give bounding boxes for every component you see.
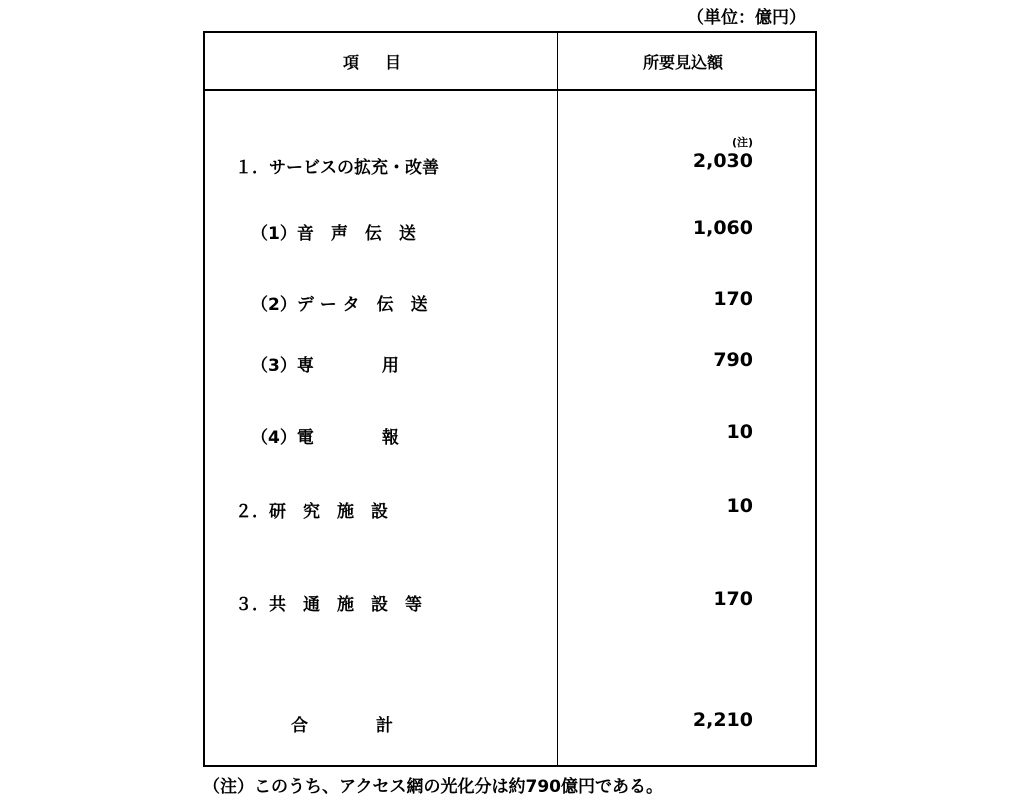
column-divider (557, 33, 558, 765)
row-amount-dedicated: 790 (713, 349, 753, 371)
row-label-telegram: （4）電 報 (251, 428, 399, 448)
header-item: 項目 (343, 53, 428, 72)
header-divider (205, 89, 815, 91)
header-amount: 所要見込額 (643, 53, 724, 72)
footnote: （注）このうち、アクセス網の光化分は約790億円である。 (203, 777, 663, 797)
row-amount-common: 170 (713, 588, 753, 610)
row-amount-research: 10 (726, 495, 753, 517)
row-label-voice: （1）音 声 伝 送 (251, 224, 416, 244)
row-label-data: （2）デ ー タ 伝 送 (251, 295, 428, 315)
budget-table (203, 31, 817, 767)
row-label-total: 合 計 (291, 716, 393, 736)
row-label-services: １．サービスの拡充・改善 (235, 158, 439, 178)
row-amount-total: 2,210 (692, 709, 753, 731)
row-label-dedicated: （3）専 用 (251, 356, 399, 376)
row-amount-data: 170 (713, 288, 753, 310)
row-label-common: ３．共 通 施 設 等 (235, 595, 422, 615)
row-amount-telegram: 10 (726, 421, 753, 443)
row-amount-voice: 1,060 (692, 217, 753, 239)
row-label-research: ２．研 究 施 設 (235, 502, 388, 522)
note-mark: (注) (731, 136, 753, 149)
row-amount-services: 2,030 (692, 150, 753, 172)
unit-label: （単位：億円） (687, 8, 806, 28)
